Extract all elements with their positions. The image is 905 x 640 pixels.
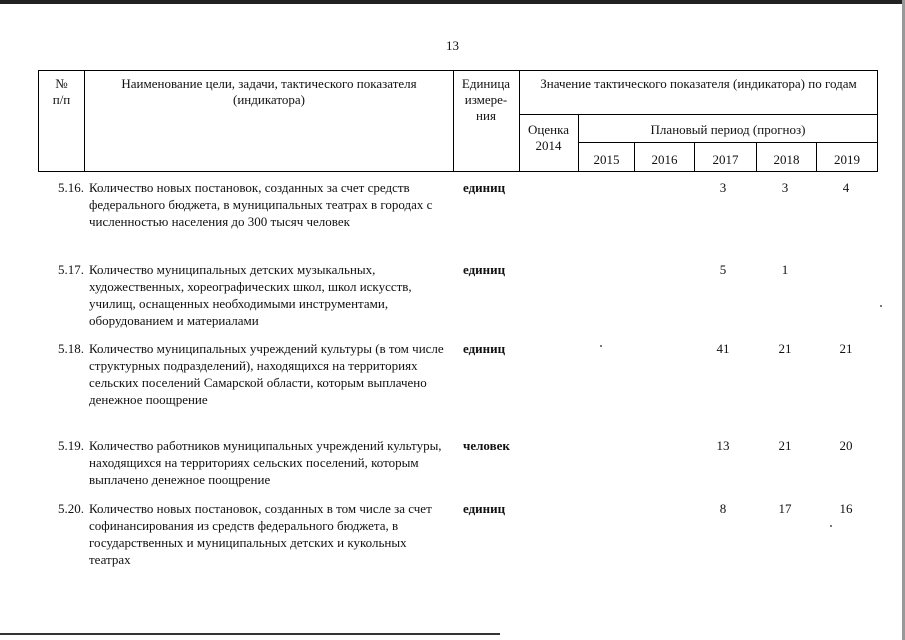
header-name: Наименование цели, задачи, тактического показателя (индикатора) bbox=[121, 76, 417, 107]
row-unit: единиц bbox=[463, 262, 506, 277]
header-num: № п/п bbox=[52, 76, 71, 107]
header-year-2018: 2018 bbox=[773, 152, 800, 167]
scan-speck bbox=[880, 305, 882, 307]
header-planned: Плановый период (прогноз) bbox=[650, 122, 806, 137]
row-number: 5.19. bbox=[58, 438, 84, 453]
row-unit: единиц bbox=[463, 180, 506, 195]
row-indicator-name: Количество новых постановок, созданных в том числе за счет софинансирования из средств федерального бюджета, в государственных и муниципальных детских и кукольных театрах bbox=[89, 501, 432, 567]
header-border-unit bbox=[519, 70, 520, 172]
header-border-right bbox=[877, 70, 878, 172]
row-indicator-name: Количество муниципальных детских музыкальных, художественных, хореографических школ, школ искусств, училищ, оснащенных необходимыми инструментами, оборудованием и материалами bbox=[89, 262, 412, 328]
value-2019: 4 bbox=[842, 180, 850, 195]
value-2018: 3 bbox=[781, 180, 789, 195]
header-estimate: Оценка 2014 bbox=[528, 122, 569, 153]
header-values-title: Значение тактического показателя (индикатора) по годам bbox=[540, 76, 857, 91]
row-indicator-name: Количество новых постановок, созданных за счет средств федерального бюджета, в муниципальных театрах в городах с численностью населения до 300 тысяч человек bbox=[89, 180, 433, 229]
row-indicator-name: Количество работников муниципальных учреждений культуры, находящихся на территориях сельских поселений, которым выплачено денежное поощрение bbox=[89, 438, 442, 487]
row-number: 5.20. bbox=[58, 501, 84, 516]
header-year-2019: 2019 bbox=[834, 152, 860, 167]
value-2018: 21 bbox=[778, 341, 792, 356]
row-number: 5.16. bbox=[58, 180, 84, 195]
header-border-num bbox=[84, 70, 85, 172]
row-unit: единиц bbox=[463, 341, 506, 356]
header-year-2015: 2015 bbox=[593, 152, 620, 167]
scan-edge-bottom bbox=[0, 633, 500, 635]
scan-speck bbox=[600, 345, 602, 347]
value-2017: 3 bbox=[719, 180, 727, 195]
row-number: 5.18. bbox=[58, 341, 84, 356]
value-2017: 13 bbox=[716, 438, 730, 453]
value-2017: 5 bbox=[719, 262, 727, 277]
scan-edge-top bbox=[0, 0, 905, 4]
page-number: 13 bbox=[446, 38, 459, 53]
value-2019: 21 bbox=[839, 341, 853, 356]
row-number: 5.17. bbox=[58, 262, 84, 277]
scan-speck bbox=[830, 525, 832, 527]
header-planned-divider bbox=[578, 142, 878, 143]
row-unit: человек bbox=[463, 438, 510, 453]
value-2018: 1 bbox=[781, 262, 789, 277]
header-bottom-border bbox=[38, 171, 878, 172]
value-2019: 16 bbox=[839, 501, 853, 516]
header-values-divider bbox=[519, 114, 878, 115]
header-unit: Единица измере-ния bbox=[461, 76, 511, 123]
value-2018: 17 bbox=[778, 501, 792, 516]
value-2017: 8 bbox=[719, 501, 727, 516]
header-top-border bbox=[38, 70, 878, 71]
value-2018: 21 bbox=[778, 438, 792, 453]
row-indicator-name: Количество муниципальных учреждений культуры (в том числе структурных подразделений), находящихся на территориях сельских поселений Самарской области, которым выплачено денежное поощрение bbox=[89, 341, 444, 407]
header-year-2016: 2016 bbox=[651, 152, 678, 167]
value-2017: 41 bbox=[716, 341, 730, 356]
header-border-name bbox=[453, 70, 454, 172]
header-year-2017: 2017 bbox=[712, 152, 739, 167]
row-unit: единиц bbox=[463, 501, 506, 516]
value-2019: 20 bbox=[839, 438, 853, 453]
